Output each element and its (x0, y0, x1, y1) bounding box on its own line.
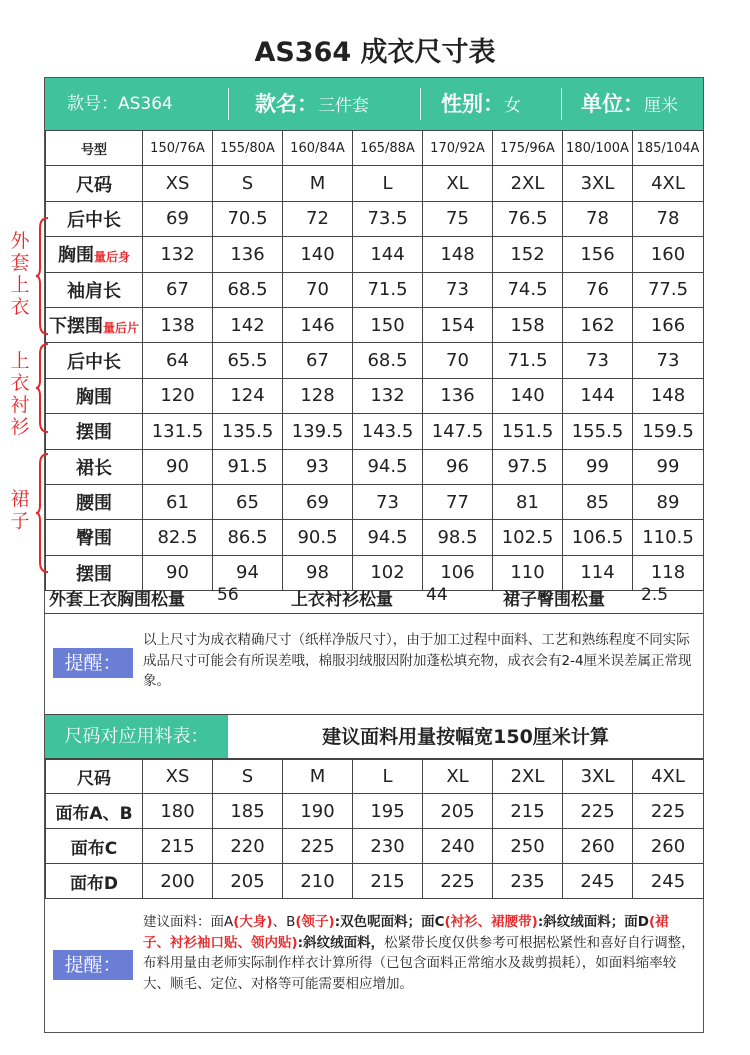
measure-name: 臀围 (76, 528, 112, 550)
measure-name: 摆围 (76, 563, 112, 585)
table-row (46, 829, 704, 864)
skirt-ease-label: 裙子臀围松量 (503, 590, 605, 610)
value-cell: 68.5 (353, 343, 423, 378)
table-row (46, 343, 704, 378)
value-cell: 81 (493, 484, 563, 519)
value-cell: 90 (143, 555, 213, 590)
ease-row (45, 578, 703, 614)
value-cell: 195 (353, 794, 423, 829)
value-cell: 69 (283, 484, 353, 519)
model-cell: 185/104A (633, 131, 704, 166)
value-cell: 65.5 (213, 343, 283, 378)
brace-skirt (36, 452, 50, 574)
model-cell: 170/92A (423, 131, 493, 166)
value-cell: 124 (213, 378, 283, 413)
value-cell: 67 (143, 272, 213, 307)
table-row (46, 794, 704, 829)
measure-name: 后中长 (67, 209, 121, 231)
value-cell: 230 (353, 829, 423, 864)
fabric-size-row (46, 759, 704, 794)
value-cell: 91.5 (213, 449, 283, 484)
value-cell: 128 (283, 378, 353, 413)
value-cell: 102 (353, 555, 423, 590)
table-row (46, 449, 704, 484)
size-table (45, 130, 704, 591)
value-cell: 147.5 (423, 414, 493, 449)
value-cell: 235 (493, 864, 563, 899)
group-label-text: 裙子 (10, 488, 30, 532)
value-cell: 200 (143, 864, 213, 899)
value-cell: 180 (143, 794, 213, 829)
size-row (46, 166, 704, 201)
table-row (46, 307, 704, 342)
measure-label (46, 343, 143, 378)
style-value: AS364 (118, 94, 173, 114)
value-cell: 154 (423, 307, 493, 342)
style-label: 款号： (67, 94, 118, 114)
model-cell: 175/96A (493, 131, 563, 166)
value-cell: 136 (213, 237, 283, 272)
table-row (46, 272, 704, 307)
value-cell: 89 (633, 484, 704, 519)
fabric-note-part: :斜纹绒面料；面D (537, 914, 649, 930)
value-cell: 151.5 (493, 414, 563, 449)
fabric-note-part: 、B (272, 914, 296, 930)
gender-value: 女 (504, 96, 521, 116)
value-cell: 215 (493, 794, 563, 829)
value-cell: 74.5 (493, 272, 563, 307)
style-name (255, 78, 369, 130)
size-label: 尺码 (46, 166, 143, 201)
fabric-section-label: 尺码对应用料表： (45, 715, 228, 759)
value-cell: 78 (563, 201, 633, 236)
fabric-label: 面布A、B (46, 794, 143, 829)
value-cell: 70 (423, 343, 493, 378)
style-number (67, 78, 173, 130)
value-cell: 132 (143, 237, 213, 272)
header-divider (561, 88, 562, 120)
value-cell: 73 (563, 343, 633, 378)
value-cell: 135.5 (213, 414, 283, 449)
value-cell: 93 (283, 449, 353, 484)
size-cell: XL (423, 759, 493, 794)
size-cell: 2XL (493, 166, 563, 201)
fabric-note-highlight: (裙子、衬衫袖口贴、领内贴) (143, 914, 669, 951)
value-cell: 215 (143, 829, 213, 864)
value-cell: 225 (633, 794, 704, 829)
table-row (46, 201, 704, 236)
unit-value: 厘米 (644, 96, 678, 116)
value-cell: 69 (143, 201, 213, 236)
value-cell: 136 (423, 378, 493, 413)
name-value: 三件套 (318, 96, 369, 116)
value-cell: 73.5 (353, 201, 423, 236)
skirt-ease-value: 2.5 (641, 585, 669, 605)
value-cell: 70 (283, 272, 353, 307)
value-cell: 106 (423, 555, 493, 590)
unit-label: 单位： (581, 92, 644, 116)
size-cell: L (353, 166, 423, 201)
size-cell: M (283, 759, 353, 794)
value-cell: 210 (283, 864, 353, 899)
value-cell: 64 (143, 343, 213, 378)
size-cell: XL (423, 166, 493, 201)
coat-ease-value: 56 (217, 585, 239, 605)
measure-note: 量后身 (93, 250, 130, 265)
model-row (46, 131, 704, 166)
unit (581, 78, 678, 130)
value-cell: 260 (633, 829, 704, 864)
value-cell: 225 (423, 864, 493, 899)
value-cell: 94 (213, 555, 283, 590)
group-label-text: 外套上衣 (10, 230, 30, 318)
size-cell: XS (143, 166, 213, 201)
fabric-table (45, 758, 704, 899)
fabric-label: 面布D (46, 864, 143, 899)
measure-name: 胸围 (57, 245, 94, 267)
shirt-ease-value: 44 (426, 585, 448, 605)
value-cell: 65 (213, 484, 283, 519)
value-cell: 78 (633, 201, 704, 236)
value-cell: 76.5 (493, 201, 563, 236)
size-cell: 4XL (633, 759, 704, 794)
value-cell: 155.5 (563, 414, 633, 449)
value-cell: 159.5 (633, 414, 704, 449)
value-cell: 71.5 (493, 343, 563, 378)
size-cell: XS (143, 759, 213, 794)
fabric-note-part: 松紧带长度仅供参考可根据松紧性和喜好自行调整，布料用量由老师实际制作样衣计算所得（已包含面料正常缩水及裁剪损耗），如面料缩率较大、顺毛、定位、对格等可能需要相应增加。 (143, 934, 695, 992)
gender (441, 78, 521, 130)
measure-label (46, 414, 143, 449)
measure-name: 胸围 (76, 386, 112, 408)
value-cell: 156 (563, 237, 633, 272)
value-cell: 73 (353, 484, 423, 519)
value-cell: 61 (143, 484, 213, 519)
value-cell: 99 (563, 449, 633, 484)
value-cell: 225 (283, 829, 353, 864)
size-cell: 3XL (563, 166, 633, 201)
value-cell: 82.5 (143, 520, 213, 555)
table-row (46, 864, 704, 899)
measure-name: 袖肩长 (67, 280, 121, 302)
measure-label (46, 449, 143, 484)
reminder-text: 以上尺寸为成衣精确尺寸（纸样净版尺寸），由于加工过程中面料、工艺和熟练程度不同实际成品尺寸可能会有所误差哦，棉服羽绒服因附加蓬松填充物，成衣会有2-4厘米误差属正常现象。 (143, 632, 692, 689)
value-cell: 98 (283, 555, 353, 590)
value-cell: 67 (283, 343, 353, 378)
value-cell: 148 (423, 237, 493, 272)
fabric-note-part: :双色呢面料；面C (334, 914, 445, 930)
group-label-coat (10, 230, 30, 318)
value-cell: 71.5 (353, 272, 423, 307)
value-cell: 140 (283, 237, 353, 272)
value-cell: 160 (633, 237, 704, 272)
value-cell: 72 (283, 201, 353, 236)
value-cell: 131.5 (143, 414, 213, 449)
value-cell: 90 (143, 449, 213, 484)
fabric-note-part: :斜纹绒面料， (297, 934, 385, 951)
value-cell: 132 (353, 378, 423, 413)
value-cell: 85 (563, 484, 633, 519)
group-label-shirt (10, 350, 30, 438)
measure-note: 量后片 (102, 321, 139, 336)
value-cell: 94.5 (353, 449, 423, 484)
gender-label: 性别： (441, 92, 504, 116)
table-row (46, 414, 704, 449)
value-cell: 96 (423, 449, 493, 484)
fabric-section-header (45, 714, 703, 760)
value-cell: 162 (563, 307, 633, 342)
measure-label (46, 484, 143, 519)
value-cell: 140 (493, 378, 563, 413)
size-cell: S (213, 166, 283, 201)
value-cell: 98.5 (423, 520, 493, 555)
fabric-note-part: 建议面料：面A (143, 914, 234, 930)
value-cell: 143.5 (353, 414, 423, 449)
value-cell: 142 (213, 307, 283, 342)
value-cell: 90.5 (283, 520, 353, 555)
model-cell: 155/80A (213, 131, 283, 166)
size-cell: 4XL (633, 166, 704, 201)
table-row (46, 378, 704, 413)
brace-shirt (36, 342, 50, 434)
fabric-note-highlight: (大身) (233, 914, 273, 930)
table-row (46, 237, 704, 272)
value-cell: 75 (423, 201, 493, 236)
value-cell: 245 (563, 864, 633, 899)
value-cell: 146 (283, 307, 353, 342)
info-header (45, 78, 703, 130)
measure-name: 腰围 (76, 493, 112, 515)
value-cell: 110.5 (633, 520, 704, 555)
size-cell: L (353, 759, 423, 794)
value-cell: 190 (283, 794, 353, 829)
value-cell: 70.5 (213, 201, 283, 236)
group-label-skirt (10, 488, 30, 532)
header-divider (228, 88, 229, 120)
measure-label (46, 378, 143, 413)
group-label-text: 上衣衬衫 (10, 350, 30, 438)
name-label: 款名： (255, 92, 318, 116)
size-cell: 2XL (493, 759, 563, 794)
shirt-ease-label: 上衣衬衫松量 (291, 590, 393, 610)
value-cell: 250 (493, 829, 563, 864)
reminder-button: 提醒： (53, 648, 133, 678)
size-cell: S (213, 759, 283, 794)
size-cell: M (283, 166, 353, 201)
model-cell: 160/84A (283, 131, 353, 166)
value-cell: 102.5 (493, 520, 563, 555)
measure-label (46, 201, 143, 236)
model-cell: 165/88A (353, 131, 423, 166)
value-cell: 215 (353, 864, 423, 899)
value-cell: 120 (143, 378, 213, 413)
value-cell: 220 (213, 829, 283, 864)
value-cell: 99 (633, 449, 704, 484)
value-cell: 150 (353, 307, 423, 342)
value-cell: 118 (633, 555, 704, 590)
value-cell: 106.5 (563, 520, 633, 555)
measure-label (46, 307, 143, 342)
value-cell: 114 (563, 555, 633, 590)
value-cell: 240 (423, 829, 493, 864)
measure-name: 下摆围 (48, 316, 103, 338)
fabric-notes (143, 912, 695, 994)
brace-coat (36, 216, 50, 336)
reminder-button-2: 提醒： (53, 950, 133, 980)
value-cell: 94.5 (353, 520, 423, 555)
value-cell: 138 (143, 307, 213, 342)
fabric-section-title: 建议面料用量按幅宽150厘米计算 (322, 726, 609, 748)
page-title: AS364 成衣尺寸表 (254, 37, 496, 68)
value-cell: 110 (493, 555, 563, 590)
value-cell: 205 (423, 794, 493, 829)
value-cell: 245 (633, 864, 704, 899)
value-cell: 73 (423, 272, 493, 307)
measure-label (46, 237, 143, 272)
value-cell: 144 (563, 378, 633, 413)
value-cell: 260 (563, 829, 633, 864)
value-cell: 152 (493, 237, 563, 272)
measure-label (46, 272, 143, 307)
model-cell: 180/100A (563, 131, 633, 166)
fabric-size-label: 尺码 (46, 759, 143, 794)
size-cell: 3XL (563, 759, 633, 794)
measure-name: 裙长 (76, 457, 112, 479)
table-row (46, 484, 704, 519)
value-cell: 166 (633, 307, 704, 342)
header-divider (420, 88, 421, 120)
fabric-note-highlight: (衬衫、裙腰带) (444, 914, 538, 930)
value-cell: 205 (213, 864, 283, 899)
value-cell: 144 (353, 237, 423, 272)
value-cell: 97.5 (493, 449, 563, 484)
fabric-note-highlight: (领子) (295, 914, 335, 930)
value-cell: 158 (493, 307, 563, 342)
model-label: 号型 (46, 131, 143, 166)
measure-name: 摆围 (76, 422, 112, 444)
value-cell: 185 (213, 794, 283, 829)
measure-label (46, 520, 143, 555)
value-cell: 148 (633, 378, 704, 413)
value-cell: 86.5 (213, 520, 283, 555)
model-cell: 150/76A (143, 131, 213, 166)
coat-ease-label: 外套上衣胸围松量 (49, 590, 185, 610)
value-cell: 77 (423, 484, 493, 519)
value-cell: 77.5 (633, 272, 704, 307)
table-row (46, 520, 704, 555)
value-cell: 76 (563, 272, 633, 307)
value-cell: 225 (563, 794, 633, 829)
value-cell: 68.5 (213, 272, 283, 307)
value-cell: 139.5 (283, 414, 353, 449)
fabric-label: 面布C (46, 829, 143, 864)
value-cell: 73 (633, 343, 704, 378)
measure-name: 后中长 (67, 351, 121, 373)
